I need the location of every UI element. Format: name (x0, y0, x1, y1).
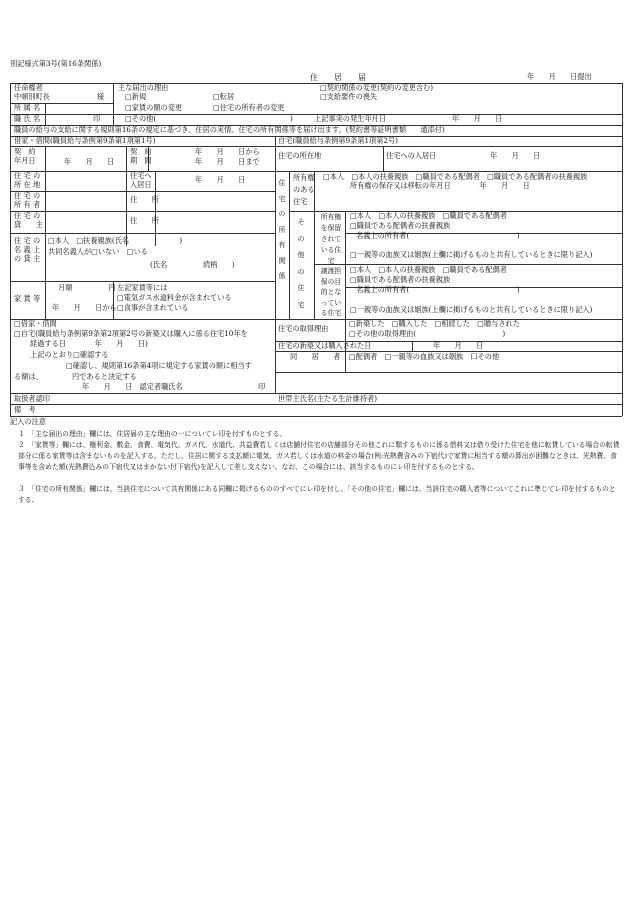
household-head-label: 世帯主氏名(主たる生計維持者) (278, 394, 378, 403)
reserved-options-1[interactable]: □本人 □本人の扶養親族 □職員である配偶者 (350, 211, 507, 220)
remarks-label: 備 考 (14, 405, 36, 414)
reserved-nominal-owner[interactable]: 名義上の所有者( ) (356, 231, 520, 240)
contract-date-value[interactable]: 年 月 日 (64, 157, 115, 166)
own-address-label: 住宅の所在地 (278, 151, 322, 160)
reason-rent-change-checkbox[interactable]: □家賃の額の変更 (125, 103, 183, 112)
confirm-checkbox[interactable]: 上記のとおり□確認する (30, 350, 109, 359)
determined-amount[interactable]: 円であると決定する (72, 372, 137, 381)
utility-included-checkbox[interactable]: □電気ガス水道料金が含まれている (117, 293, 232, 302)
contract-date-label: 契 約 年月日 (14, 147, 36, 165)
rental-owner-label: 住 宅 の 所 有 者 (14, 191, 41, 209)
cohabitant-options[interactable]: □配偶者 □一親等の血族又は姻族 口その他 (349, 352, 500, 361)
certification-date-name[interactable]: 年 月 日 認定者職氏名 (82, 382, 183, 391)
lender-address-label: 住 所 (130, 216, 159, 225)
reason-new-checkbox[interactable]: □新規 (125, 92, 147, 101)
rent-label: 家 賃 等 (14, 294, 41, 303)
handler-seal-label: 取扱者認印 (14, 394, 50, 403)
own-heading: 自宅(職員給与条例第9条第1項第2号) (278, 136, 398, 145)
reason-other-close: ) (290, 114, 293, 123)
appointer-label: 任命権者 (14, 83, 43, 92)
nominal-lender-label: 住 宅 の 名 義 上 の 貸 主 (14, 236, 41, 263)
reserved-relative-option[interactable]: □一親等の血族又は姻族(上欄に掲げるものと共有しているときに限り記入) (350, 250, 593, 259)
confirm-rent-room-checkbox[interactable]: □借家・借間 (14, 319, 57, 328)
collateral-options-2[interactable]: □職員である配偶者の扶養親族 (350, 275, 451, 284)
rental-address-label: 住 宅 の 所 在 地 (14, 171, 41, 189)
acquisition-other-option[interactable]: □その他の取得理由( ) (349, 329, 506, 338)
collateral-nominal-owner[interactable]: 名義上の所有者( ) (356, 285, 520, 294)
collateral-options-1[interactable]: □本人 □本人の扶養親族 □職員である配偶者 (350, 265, 507, 274)
reason-contract-change-checkbox[interactable]: □契約関係の変更(契約の変更含む) (320, 83, 434, 92)
form-number: 別記様式第3号(第16条関係) (10, 59, 102, 68)
reason-other-checkbox[interactable]: □その他( (125, 114, 157, 123)
other-house-vertical-label: その他の住宅 (297, 218, 305, 309)
rental-move-in-label: 住宅へ 入居日 (130, 171, 152, 189)
cohabitant-label: 同 居 者 (290, 352, 341, 361)
note-2: ２ 「家賃等」欄には、権利金、敷金、食費、電気代、ガス代、水道代、共益費若しくは店舗付住宅の店舗部分その他これに類するものに係る借料又は借り受けた住宅を他に転貸している場合の転貸部分に係る家賃等は含まないものを記入する。ただし、住居に関する支払額に電気、ガス若しくは水道の料金の場合(例:光熱費含みの下宿代)で家賃に相当する額の算出が困難なときは、光熱費、食事等を含めた額(光熱費込みの下宿代又はまかない付下宿代)を記入して差し支えない。なお、この場合には、該当するものにレ印を付するものとする。 (18, 441, 620, 471)
confirmed-determination-checkbox[interactable]: □確認し、規則第16条第4項に規定する家賃の額に相当す (66, 361, 252, 370)
reason-owner-change-checkbox[interactable]: □住宅の所有者の変更 (213, 103, 285, 112)
collateral-relative-option[interactable]: □一親等の血族又は姻族(上欄に掲げるものと共有しているときに限り記入) (350, 305, 593, 314)
contract-period-to[interactable]: 年 月 日まで (195, 157, 260, 166)
main-reason-title: 主な届出の理由 (118, 83, 169, 92)
owner-address-label: 住 所 (130, 195, 159, 204)
form-title: 住 居 届 (310, 73, 366, 82)
staff-seal: 印 (93, 114, 101, 123)
reason-loss-checkbox[interactable]: □支給要件の喪失 (320, 92, 378, 101)
new-purchase-date-label: 住宅の新築又は購入された日 (278, 341, 372, 350)
affiliation-label: 所 属 名 (14, 103, 41, 112)
contract-period-from[interactable]: 年 月 日から (195, 147, 260, 156)
rent-includes-label: 左記家賃等には (117, 283, 168, 292)
amount-prefix: る額は、 (14, 372, 43, 381)
note-1: １ 「主な届出の理由」欄には、住居届の主な理由の一についてレ印を付すものとする。 (18, 430, 287, 438)
ownership-transfer-date[interactable]: 所有権の保存又は移転の年月日 年 月 日 (350, 181, 530, 190)
own-move-in-label: 住宅への入居日 (386, 151, 437, 160)
rent-from-date[interactable]: 年 月 日から (52, 303, 117, 312)
owned-house-options[interactable]: □本人 □本人の扶養親族 □職員である配偶者 □職員である配偶者の扶養親族 (323, 172, 588, 181)
staff-name-label: 職 氏 名 (14, 114, 41, 123)
reserved-options-2[interactable]: □職員である配偶者の扶養親族 (350, 221, 451, 230)
rent-monthly[interactable]: 月額 円 (58, 283, 116, 292)
meal-included-checkbox[interactable]: □食事が含まれている (117, 303, 189, 312)
notes-title: 記入の注意 (10, 417, 46, 426)
honorific: 様 (97, 92, 105, 101)
contract-period-label: 契 約 期 間 (130, 147, 152, 165)
ownership-vertical-title: 住宅の所有関係 (278, 179, 286, 280)
new-purchase-date-value[interactable]: 年 月 日 (433, 341, 484, 350)
certifier-seal: 印 (258, 382, 266, 391)
co-owner-name-relation[interactable]: (氏名 続柄 ) (150, 260, 235, 269)
reserved-house-label: 所有権を保留されている住宅 (320, 213, 342, 265)
own-move-in-value[interactable]: 年 月 日 (490, 151, 541, 160)
owned-house-label: 所有権 のある 住宅 (293, 173, 315, 206)
nominal-lender-options[interactable]: □本人 □扶養親族(氏名 ) (48, 236, 183, 245)
event-date-label: 上記事実の発生年月日 (314, 114, 386, 123)
reason-move-checkbox[interactable]: □転居 (213, 92, 235, 101)
confirm-own-house-checkbox[interactable]: □自宅(職員給与条例第9条第2項第2号の新築又は購入に係る住宅10年を (14, 329, 248, 338)
ten-year-passing-date[interactable]: 経過する日 年 月 日) (30, 339, 148, 348)
rental-move-in-value[interactable]: 年 月 日 (195, 175, 246, 184)
note-3: ３ 「住宅の所有関係」欄には、当該住宅について共有関係にある同欄に掲げるもののすべてにレ印を付し、「その他の住宅」欄には、当該住宅の購入者等についてこれに準じてレ印を付するものとする。 (18, 485, 616, 504)
statement-text: 職員の給与の支給に関する規則第16条の規定に基づき、住居の実情、住宅の所有関係等を届け出ます。(契約書等証明書類 通添付) (14, 125, 445, 134)
town-mayor-label: 中頓別町長 (14, 92, 50, 101)
co-owner-options[interactable]: 共同名義人が□いない □いる (48, 247, 148, 256)
acquisition-reason-label: 住宅の取得理由 (278, 324, 329, 333)
event-date-value[interactable]: 年 月 日 (452, 114, 503, 123)
acquisition-reason-options[interactable]: □新築した □購入した □相続した □贈与された (349, 319, 520, 328)
rental-lender-label: 住 宅 の 貸 主 (14, 211, 43, 229)
collateral-house-label: 譲渡担保の目的となっている住宅 (320, 267, 342, 317)
submit-date: 年 月 日提出 (527, 72, 592, 81)
rental-heading: 借家・借間(職員給与条例第9条第1項第1号) (14, 136, 156, 145)
